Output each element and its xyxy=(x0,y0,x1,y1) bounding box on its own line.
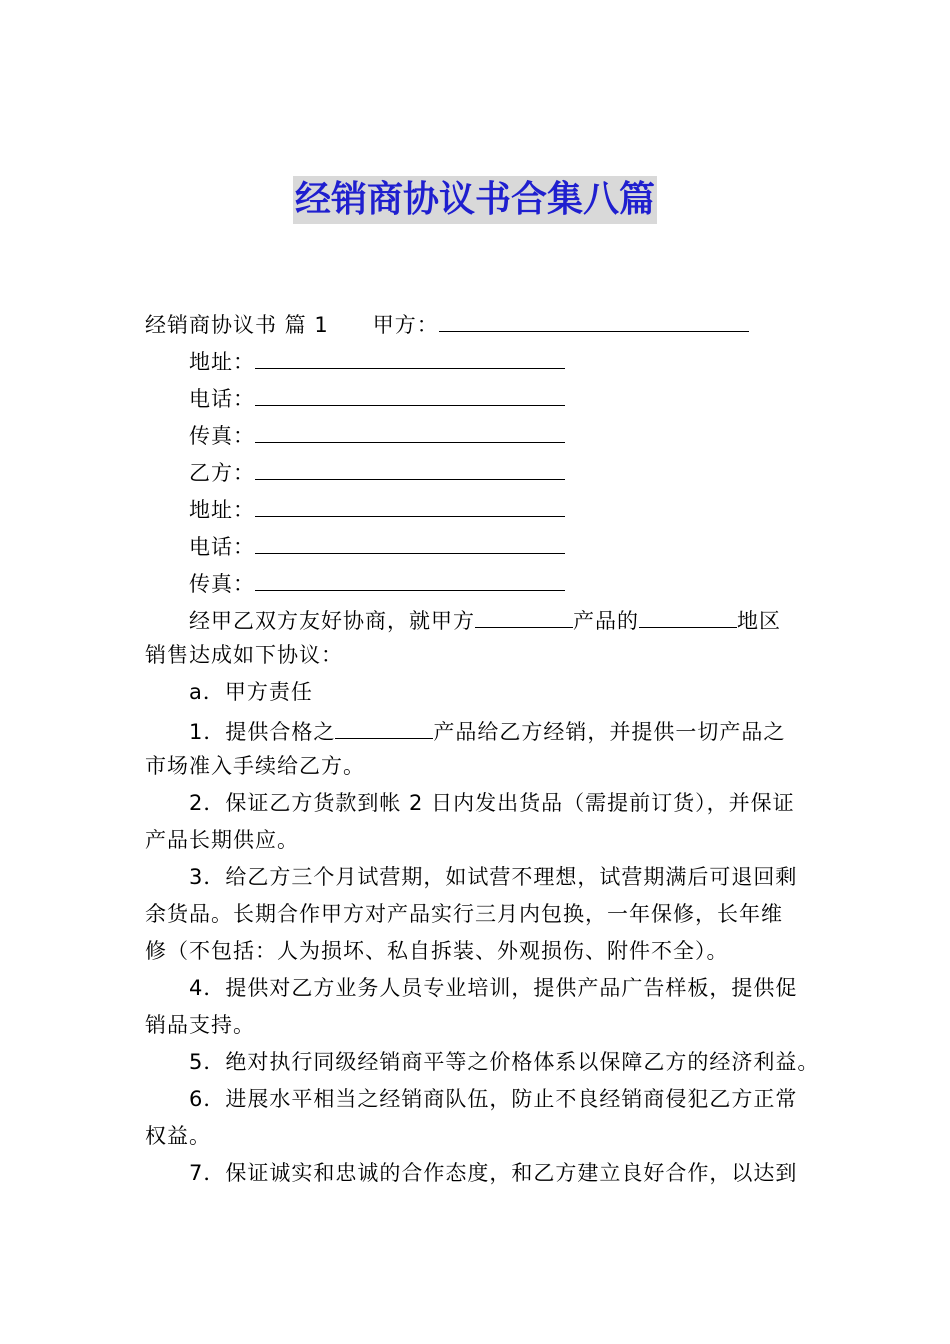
section-heading: 经销商协议书 篇 1 xyxy=(145,313,329,337)
item-text: 1．提供合格之 xyxy=(189,720,336,744)
blank-line xyxy=(255,529,565,554)
intro-text: 地区 xyxy=(737,609,781,633)
blank-line xyxy=(255,418,565,443)
item-1-cont: 市场准入手续给乙方。 xyxy=(145,754,365,778)
document-title-wrap xyxy=(0,176,950,224)
blank-line xyxy=(475,603,573,628)
field-row xyxy=(189,566,565,599)
blank-line xyxy=(335,714,433,739)
item-2: 2．保证乙方货款到帐 2 日内发出货品（需提前订货），并保证 xyxy=(189,791,795,815)
field-label: 地址： xyxy=(189,350,255,374)
item-5: 5．绝对执行同级经销商平等之价格体系以保障乙方的经济利益。 xyxy=(189,1050,820,1074)
item-1 xyxy=(189,714,785,747)
blank-line xyxy=(255,492,565,517)
item-2-cont: 产品长期供应。 xyxy=(145,828,299,852)
intro-text: 产品的 xyxy=(573,609,639,633)
field-label: 电话： xyxy=(189,387,255,411)
item-6: 6．进展水平相当之经销商队伍，防止不良经销商侵犯乙方正常 xyxy=(189,1087,798,1111)
item-3-cont: 修（不包括：人为损坏、私自拆装、外观损伤、附件不全）。 xyxy=(145,939,729,963)
item-4: 4．提供对乙方业务人员专业培训，提供产品广告样板，提供促 xyxy=(189,976,798,1000)
field-label: 传真： xyxy=(189,572,255,596)
document-title: 经销商协议书合集八篇 xyxy=(293,176,657,224)
item-4-cont: 销品支持。 xyxy=(145,1013,255,1037)
item-7: 7．保证诚实和忠诚的合作态度，和乙方建立良好合作，以达到 xyxy=(189,1161,798,1185)
blank-line xyxy=(639,603,737,628)
intro-cont: 销售达成如下协议： xyxy=(145,643,343,667)
party-a-label: 甲方： xyxy=(372,313,439,337)
blank-line xyxy=(255,455,565,480)
blank-line xyxy=(255,381,565,406)
intro-text: 经甲乙双方友好协商，就甲方 xyxy=(189,609,475,633)
field-row xyxy=(189,455,565,488)
intro-line xyxy=(189,603,781,636)
item-6-cont: 权益。 xyxy=(145,1124,211,1148)
field-label: 乙方： xyxy=(189,461,255,485)
field-row xyxy=(189,344,565,377)
field-label: 地址： xyxy=(189,498,255,522)
field-row xyxy=(189,529,565,562)
item-3: 3．给乙方三个月试营期，如试营不理想，试营期满后可退回剩 xyxy=(189,865,798,889)
section-a-heading: a．甲方责任 xyxy=(189,680,313,704)
field-label: 传真： xyxy=(189,424,255,448)
item-3-cont: 余货品。长期合作甲方对产品实行三月内包换，一年保修，长年维 xyxy=(145,902,783,926)
field-row xyxy=(189,492,565,525)
item-text: 产品给乙方经销，并提供一切产品之 xyxy=(433,720,786,744)
field-label: 电话： xyxy=(189,535,255,559)
blank-line xyxy=(439,307,749,332)
field-row xyxy=(189,381,565,414)
heading-line xyxy=(145,307,749,340)
blank-line xyxy=(255,344,565,369)
field-row xyxy=(189,418,565,451)
blank-line xyxy=(255,566,565,591)
